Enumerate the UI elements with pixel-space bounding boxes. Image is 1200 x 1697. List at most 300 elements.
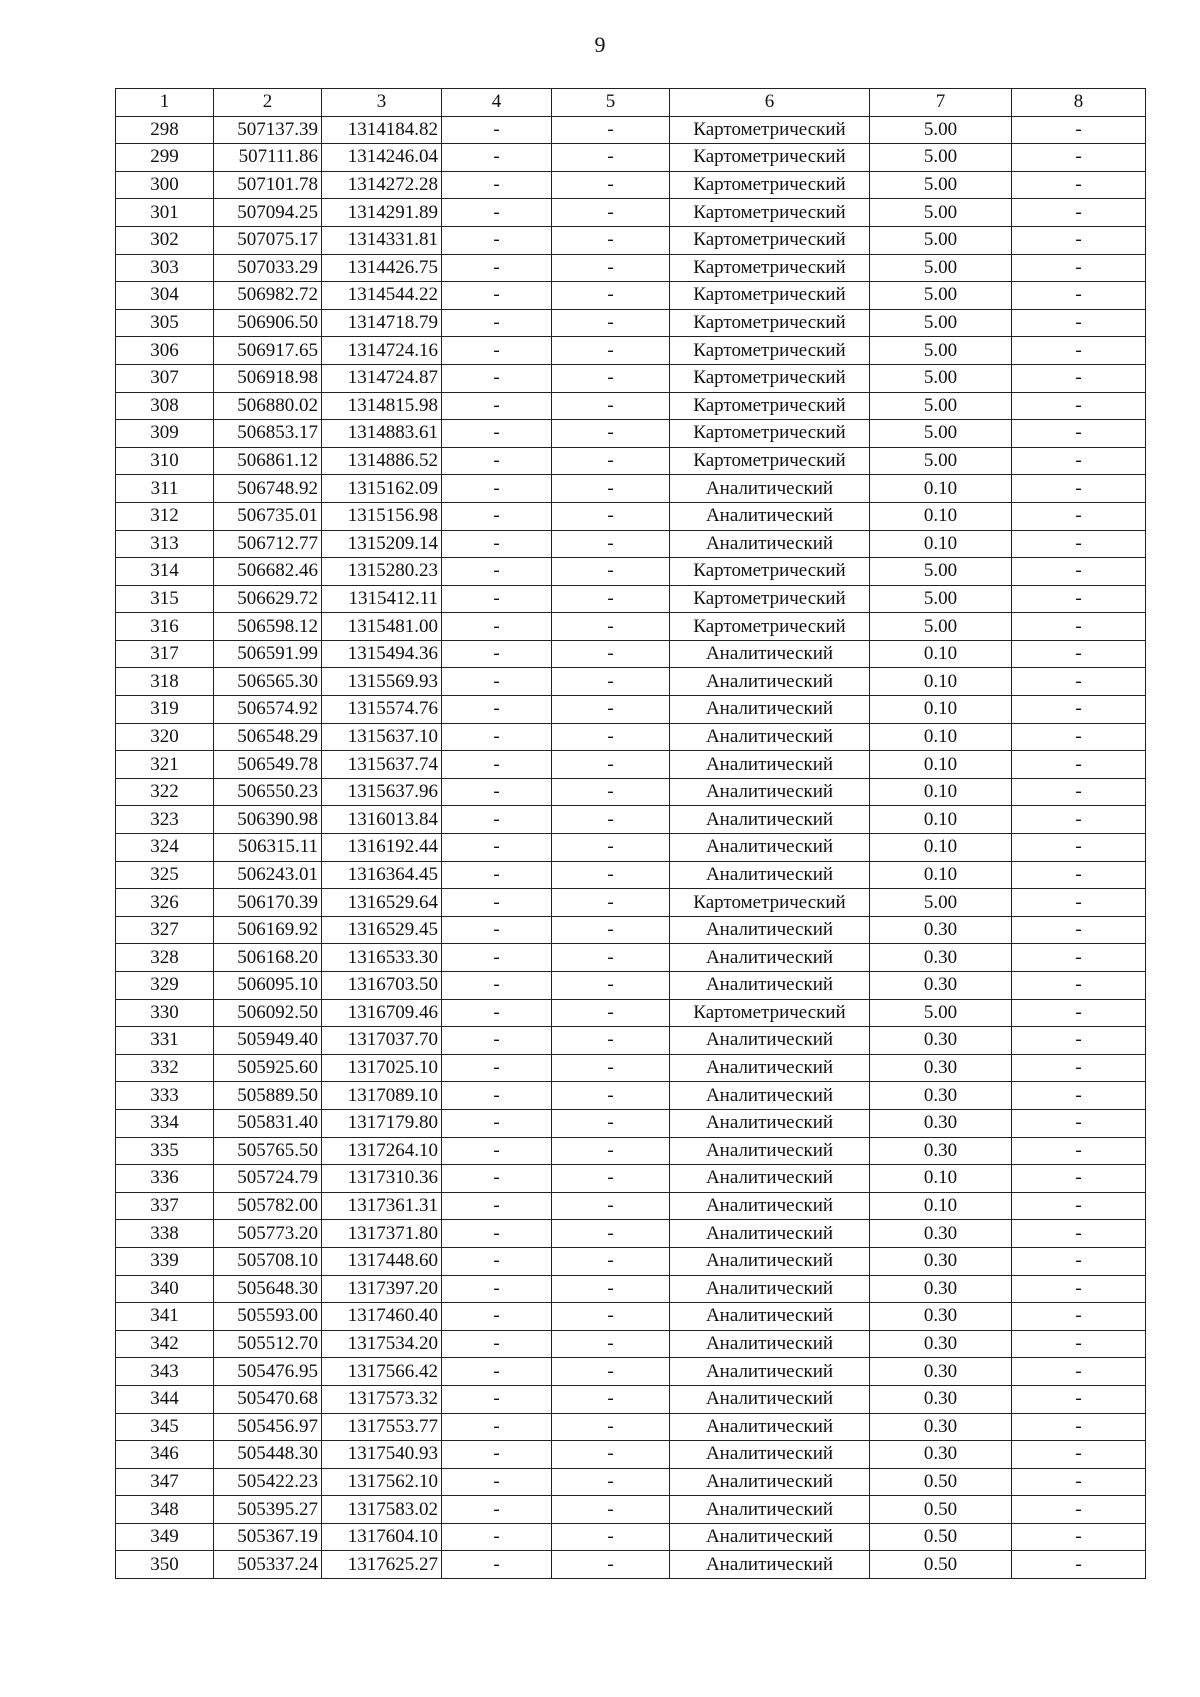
- column-4-cell: -: [442, 447, 552, 475]
- column-4-cell: -: [442, 116, 552, 144]
- y-coordinate-cell: 1315637.96: [322, 778, 442, 806]
- column-8-cell: -: [1012, 778, 1146, 806]
- point-number-cell: 302: [116, 226, 214, 254]
- column-4-cell: -: [442, 585, 552, 613]
- column-5-cell: -: [552, 1413, 670, 1441]
- y-coordinate-cell: 1315412.11: [322, 585, 442, 613]
- accuracy-cell: 5.00: [870, 226, 1012, 254]
- column-8-cell: -: [1012, 337, 1146, 365]
- point-number-cell: 325: [116, 861, 214, 889]
- method-cell: Аналитический: [670, 668, 870, 696]
- column-8-cell: -: [1012, 282, 1146, 310]
- point-number-cell: 315: [116, 585, 214, 613]
- table-row: [116, 1385, 1146, 1413]
- point-number-cell: 308: [116, 392, 214, 420]
- method-cell: Аналитический: [670, 1358, 870, 1386]
- accuracy-cell: 0.30: [870, 916, 1012, 944]
- method-cell: Картометрический: [670, 116, 870, 144]
- column-8-cell: -: [1012, 613, 1146, 641]
- x-coordinate-cell: 505448.30: [214, 1441, 322, 1469]
- table-row: [116, 723, 1146, 751]
- x-coordinate-cell: 507137.39: [214, 116, 322, 144]
- column-5-cell: -: [552, 144, 670, 172]
- method-cell: Картометрический: [670, 171, 870, 199]
- y-coordinate-cell: 1317179.80: [322, 1109, 442, 1137]
- table-row: [116, 254, 1146, 282]
- table-row: [116, 226, 1146, 254]
- column-5-cell: -: [552, 861, 670, 889]
- point-number-cell: 304: [116, 282, 214, 310]
- table-row: [116, 751, 1146, 779]
- point-number-cell: 349: [116, 1523, 214, 1551]
- x-coordinate-cell: 506574.92: [214, 696, 322, 724]
- y-coordinate-cell: 1314184.82: [322, 116, 442, 144]
- column-4-cell: -: [442, 144, 552, 172]
- column-4-cell: -: [442, 1220, 552, 1248]
- column-8-cell: -: [1012, 999, 1146, 1027]
- column-4-cell: -: [442, 1109, 552, 1137]
- column-8-cell: -: [1012, 944, 1146, 972]
- point-number-cell: 346: [116, 1441, 214, 1469]
- x-coordinate-cell: 506853.17: [214, 420, 322, 448]
- accuracy-cell: 5.00: [870, 309, 1012, 337]
- y-coordinate-cell: 1317448.60: [322, 1247, 442, 1275]
- y-coordinate-cell: 1316364.45: [322, 861, 442, 889]
- column-5-cell: -: [552, 1551, 670, 1579]
- table-row: [116, 144, 1146, 172]
- accuracy-cell: 5.00: [870, 999, 1012, 1027]
- column-4-cell: -: [442, 834, 552, 862]
- column-5-cell: -: [552, 420, 670, 448]
- x-coordinate-cell: 506170.39: [214, 889, 322, 917]
- y-coordinate-cell: 1317037.70: [322, 1027, 442, 1055]
- table-header-row: [116, 89, 1146, 117]
- x-coordinate-cell: 507033.29: [214, 254, 322, 282]
- method-cell: Аналитический: [670, 1385, 870, 1413]
- x-coordinate-cell: 506629.72: [214, 585, 322, 613]
- column-4-cell: -: [442, 1413, 552, 1441]
- column-5-cell: -: [552, 502, 670, 530]
- y-coordinate-cell: 1317625.27: [322, 1551, 442, 1579]
- column-5-cell: -: [552, 254, 670, 282]
- column-4-cell: -: [442, 723, 552, 751]
- y-coordinate-cell: 1315574.76: [322, 696, 442, 724]
- column-8-cell: -: [1012, 558, 1146, 586]
- x-coordinate-cell: 506315.11: [214, 834, 322, 862]
- table-row: [116, 613, 1146, 641]
- table-row: [116, 171, 1146, 199]
- column-4-cell: -: [442, 254, 552, 282]
- table-row: [116, 1441, 1146, 1469]
- column-5-cell: -: [552, 364, 670, 392]
- table-row: [116, 834, 1146, 862]
- accuracy-cell: 0.10: [870, 530, 1012, 558]
- column-5-cell: -: [552, 530, 670, 558]
- accuracy-cell: 0.50: [870, 1468, 1012, 1496]
- point-number-cell: 323: [116, 806, 214, 834]
- column-8-cell: -: [1012, 1358, 1146, 1386]
- accuracy-cell: 0.50: [870, 1551, 1012, 1579]
- column-8-cell: -: [1012, 309, 1146, 337]
- point-number-cell: 326: [116, 889, 214, 917]
- point-number-cell: 299: [116, 144, 214, 172]
- column-4-cell: -: [442, 1054, 552, 1082]
- y-coordinate-cell: 1317025.10: [322, 1054, 442, 1082]
- accuracy-cell: 5.00: [870, 558, 1012, 586]
- y-coordinate-cell: 1316192.44: [322, 834, 442, 862]
- column-8-cell: -: [1012, 171, 1146, 199]
- point-number-cell: 330: [116, 999, 214, 1027]
- point-number-cell: 322: [116, 778, 214, 806]
- method-cell: Картометрический: [670, 392, 870, 420]
- method-cell: Аналитический: [670, 806, 870, 834]
- accuracy-cell: 0.30: [870, 1027, 1012, 1055]
- x-coordinate-cell: 506735.01: [214, 502, 322, 530]
- x-coordinate-cell: 506982.72: [214, 282, 322, 310]
- column-8-cell: -: [1012, 1496, 1146, 1524]
- x-coordinate-cell: 506169.92: [214, 916, 322, 944]
- table-row: [116, 116, 1146, 144]
- table-row: [116, 1551, 1146, 1579]
- method-cell: Картометрический: [670, 447, 870, 475]
- column-5-cell: -: [552, 1468, 670, 1496]
- y-coordinate-cell: 1314544.22: [322, 282, 442, 310]
- method-cell: Аналитический: [670, 861, 870, 889]
- point-number-cell: 317: [116, 640, 214, 668]
- y-coordinate-cell: 1317460.40: [322, 1303, 442, 1331]
- x-coordinate-cell: 506880.02: [214, 392, 322, 420]
- point-number-cell: 314: [116, 558, 214, 586]
- table-row: [116, 668, 1146, 696]
- method-cell: Аналитический: [670, 1496, 870, 1524]
- method-cell: Аналитический: [670, 1054, 870, 1082]
- column-4-cell: -: [442, 1441, 552, 1469]
- y-coordinate-cell: 1314883.61: [322, 420, 442, 448]
- column-4-cell: -: [442, 640, 552, 668]
- x-coordinate-cell: 507075.17: [214, 226, 322, 254]
- column-4-cell: -: [442, 282, 552, 310]
- column-8-cell: -: [1012, 834, 1146, 862]
- column-4-cell: -: [442, 944, 552, 972]
- column-4-cell: -: [442, 530, 552, 558]
- point-number-cell: 333: [116, 1082, 214, 1110]
- x-coordinate-cell: 505773.20: [214, 1220, 322, 1248]
- table-row: [116, 420, 1146, 448]
- y-coordinate-cell: 1317397.20: [322, 1275, 442, 1303]
- y-coordinate-cell: 1317264.10: [322, 1137, 442, 1165]
- point-number-cell: 301: [116, 199, 214, 227]
- column-8-cell: -: [1012, 640, 1146, 668]
- column-4-cell: -: [442, 751, 552, 779]
- column-8-cell: -: [1012, 1413, 1146, 1441]
- column-4-cell: -: [442, 861, 552, 889]
- column-8-cell: -: [1012, 1137, 1146, 1165]
- column-5-cell: -: [552, 1027, 670, 1055]
- point-number-cell: 309: [116, 420, 214, 448]
- x-coordinate-cell: 506748.92: [214, 475, 322, 503]
- accuracy-cell: 5.00: [870, 364, 1012, 392]
- column-8-cell: -: [1012, 502, 1146, 530]
- column-5-cell: -: [552, 392, 670, 420]
- table-row: [116, 447, 1146, 475]
- column-4-cell: -: [442, 1192, 552, 1220]
- method-cell: Аналитический: [670, 530, 870, 558]
- column-header-6: 6: [670, 89, 870, 117]
- point-number-cell: 327: [116, 916, 214, 944]
- x-coordinate-cell: 506565.30: [214, 668, 322, 696]
- point-number-cell: 316: [116, 613, 214, 641]
- point-number-cell: 319: [116, 696, 214, 724]
- y-coordinate-cell: 1317361.31: [322, 1192, 442, 1220]
- accuracy-cell: 0.30: [870, 1054, 1012, 1082]
- column-4-cell: -: [442, 972, 552, 1000]
- table-row: [116, 806, 1146, 834]
- x-coordinate-cell: 507111.86: [214, 144, 322, 172]
- table-row: [116, 1027, 1146, 1055]
- table-row: [116, 1413, 1146, 1441]
- accuracy-cell: 5.00: [870, 585, 1012, 613]
- point-number-cell: 329: [116, 972, 214, 1000]
- column-5-cell: -: [552, 1054, 670, 1082]
- table-row: [116, 585, 1146, 613]
- method-cell: Картометрический: [670, 282, 870, 310]
- y-coordinate-cell: 1314331.81: [322, 226, 442, 254]
- column-8-cell: -: [1012, 723, 1146, 751]
- table-row: [116, 972, 1146, 1000]
- column-8-cell: -: [1012, 1275, 1146, 1303]
- method-cell: Аналитический: [670, 916, 870, 944]
- accuracy-cell: 5.00: [870, 282, 1012, 310]
- accuracy-cell: 5.00: [870, 613, 1012, 641]
- method-cell: Аналитический: [670, 1330, 870, 1358]
- point-number-cell: 339: [116, 1247, 214, 1275]
- method-cell: Аналитический: [670, 723, 870, 751]
- point-number-cell: 300: [116, 171, 214, 199]
- method-cell: Аналитический: [670, 751, 870, 779]
- table-row: [116, 1468, 1146, 1496]
- table-row: [116, 1358, 1146, 1386]
- column-5-cell: -: [552, 309, 670, 337]
- column-5-cell: -: [552, 1137, 670, 1165]
- column-5-cell: -: [552, 585, 670, 613]
- accuracy-cell: 0.30: [870, 944, 1012, 972]
- column-5-cell: -: [552, 1082, 670, 1110]
- accuracy-cell: 5.00: [870, 392, 1012, 420]
- x-coordinate-cell: 505889.50: [214, 1082, 322, 1110]
- x-coordinate-cell: 505724.79: [214, 1165, 322, 1193]
- point-number-cell: 324: [116, 834, 214, 862]
- column-5-cell: -: [552, 751, 670, 779]
- point-number-cell: 306: [116, 337, 214, 365]
- table-row: [116, 916, 1146, 944]
- accuracy-cell: 0.50: [870, 1496, 1012, 1524]
- accuracy-cell: 0.30: [870, 1109, 1012, 1137]
- y-coordinate-cell: 1314815.98: [322, 392, 442, 420]
- accuracy-cell: 5.00: [870, 171, 1012, 199]
- x-coordinate-cell: 505831.40: [214, 1109, 322, 1137]
- column-4-cell: -: [442, 364, 552, 392]
- column-8-cell: -: [1012, 1165, 1146, 1193]
- method-cell: Картометрический: [670, 144, 870, 172]
- x-coordinate-cell: 505456.97: [214, 1413, 322, 1441]
- x-coordinate-cell: 505648.30: [214, 1275, 322, 1303]
- column-header-8: 8: [1012, 89, 1146, 117]
- column-8-cell: -: [1012, 696, 1146, 724]
- column-8-cell: -: [1012, 585, 1146, 613]
- method-cell: Картометрический: [670, 309, 870, 337]
- accuracy-cell: 5.00: [870, 337, 1012, 365]
- method-cell: Аналитический: [670, 502, 870, 530]
- y-coordinate-cell: 1316529.45: [322, 916, 442, 944]
- column-4-cell: -: [442, 1496, 552, 1524]
- column-8-cell: -: [1012, 1082, 1146, 1110]
- column-5-cell: -: [552, 116, 670, 144]
- y-coordinate-cell: 1315494.36: [322, 640, 442, 668]
- table-row: [116, 199, 1146, 227]
- x-coordinate-cell: 506918.98: [214, 364, 322, 392]
- y-coordinate-cell: 1314724.16: [322, 337, 442, 365]
- accuracy-cell: 0.10: [870, 834, 1012, 862]
- accuracy-cell: 5.00: [870, 889, 1012, 917]
- point-number-cell: 305: [116, 309, 214, 337]
- column-5-cell: -: [552, 199, 670, 227]
- point-number-cell: 348: [116, 1496, 214, 1524]
- column-4-cell: -: [442, 1358, 552, 1386]
- column-4-cell: -: [442, 999, 552, 1027]
- table-row: [116, 337, 1146, 365]
- accuracy-cell: 5.00: [870, 447, 1012, 475]
- y-coordinate-cell: 1317566.42: [322, 1358, 442, 1386]
- point-number-cell: 303: [116, 254, 214, 282]
- table-row: [116, 1496, 1146, 1524]
- x-coordinate-cell: 506598.12: [214, 613, 322, 641]
- table-row: [116, 558, 1146, 586]
- table-row: [116, 1192, 1146, 1220]
- column-5-cell: -: [552, 972, 670, 1000]
- table-body: [116, 116, 1146, 1578]
- column-8-cell: -: [1012, 1523, 1146, 1551]
- column-4-cell: -: [442, 613, 552, 641]
- table-row: [116, 944, 1146, 972]
- y-coordinate-cell: 1317540.93: [322, 1441, 442, 1469]
- column-5-cell: -: [552, 337, 670, 365]
- accuracy-cell: 0.30: [870, 1247, 1012, 1275]
- method-cell: Аналитический: [670, 1082, 870, 1110]
- y-coordinate-cell: 1314718.79: [322, 309, 442, 337]
- point-number-cell: 342: [116, 1330, 214, 1358]
- page-number: 9: [594, 32, 606, 57]
- column-5-cell: -: [552, 1330, 670, 1358]
- table-row: [116, 1247, 1146, 1275]
- y-coordinate-cell: 1317534.20: [322, 1330, 442, 1358]
- method-cell: Аналитический: [670, 1027, 870, 1055]
- table-row: [116, 1220, 1146, 1248]
- accuracy-cell: 5.00: [870, 116, 1012, 144]
- x-coordinate-cell: 505512.70: [214, 1330, 322, 1358]
- x-coordinate-cell: 506906.50: [214, 309, 322, 337]
- point-number-cell: 345: [116, 1413, 214, 1441]
- column-8-cell: -: [1012, 1247, 1146, 1275]
- accuracy-cell: 0.30: [870, 1303, 1012, 1331]
- column-5-cell: -: [552, 668, 670, 696]
- x-coordinate-cell: 505708.10: [214, 1247, 322, 1275]
- column-5-cell: -: [552, 640, 670, 668]
- method-cell: Аналитический: [670, 1109, 870, 1137]
- column-4-cell: -: [442, 1551, 552, 1579]
- accuracy-cell: 0.10: [870, 778, 1012, 806]
- column-5-cell: -: [552, 1523, 670, 1551]
- x-coordinate-cell: 506591.99: [214, 640, 322, 668]
- column-5-cell: -: [552, 226, 670, 254]
- point-number-cell: 350: [116, 1551, 214, 1579]
- column-8-cell: -: [1012, 1468, 1146, 1496]
- method-cell: Картометрический: [670, 199, 870, 227]
- column-header-3: 3: [322, 89, 442, 117]
- accuracy-cell: 0.10: [870, 751, 1012, 779]
- point-number-cell: 341: [116, 1303, 214, 1331]
- column-5-cell: -: [552, 1496, 670, 1524]
- y-coordinate-cell: 1315162.09: [322, 475, 442, 503]
- table-row: [116, 530, 1146, 558]
- y-coordinate-cell: 1317573.32: [322, 1385, 442, 1413]
- column-4-cell: -: [442, 1082, 552, 1110]
- accuracy-cell: 0.10: [870, 696, 1012, 724]
- column-8-cell: -: [1012, 751, 1146, 779]
- accuracy-cell: 0.30: [870, 972, 1012, 1000]
- y-coordinate-cell: 1317562.10: [322, 1468, 442, 1496]
- method-cell: Аналитический: [670, 1523, 870, 1551]
- column-5-cell: -: [552, 1109, 670, 1137]
- method-cell: Картометрический: [670, 889, 870, 917]
- column-5-cell: -: [552, 558, 670, 586]
- point-number-cell: 332: [116, 1054, 214, 1082]
- table-row: [116, 861, 1146, 889]
- y-coordinate-cell: 1315637.10: [322, 723, 442, 751]
- table-row: [116, 1054, 1146, 1082]
- table-row: [116, 309, 1146, 337]
- column-5-cell: -: [552, 806, 670, 834]
- method-cell: Аналитический: [670, 1192, 870, 1220]
- table-row: [116, 1165, 1146, 1193]
- y-coordinate-cell: 1315637.74: [322, 751, 442, 779]
- column-8-cell: -: [1012, 861, 1146, 889]
- y-coordinate-cell: 1315481.00: [322, 613, 442, 641]
- table-row: [116, 475, 1146, 503]
- column-5-cell: -: [552, 447, 670, 475]
- method-cell: Аналитический: [670, 1275, 870, 1303]
- column-4-cell: -: [442, 778, 552, 806]
- coordinates-table: [115, 88, 1146, 1579]
- point-number-cell: 343: [116, 1358, 214, 1386]
- column-8-cell: -: [1012, 530, 1146, 558]
- column-header-5: 5: [552, 89, 670, 117]
- column-4-cell: -: [442, 337, 552, 365]
- column-8-cell: -: [1012, 447, 1146, 475]
- x-coordinate-cell: 507101.78: [214, 171, 322, 199]
- point-number-cell: 298: [116, 116, 214, 144]
- point-number-cell: 337: [116, 1192, 214, 1220]
- column-5-cell: -: [552, 1358, 670, 1386]
- method-cell: Аналитический: [670, 696, 870, 724]
- x-coordinate-cell: 505949.40: [214, 1027, 322, 1055]
- method-cell: Картометрический: [670, 558, 870, 586]
- y-coordinate-cell: 1316703.50: [322, 972, 442, 1000]
- column-8-cell: -: [1012, 1303, 1146, 1331]
- point-number-cell: 318: [116, 668, 214, 696]
- accuracy-cell: 0.10: [870, 668, 1012, 696]
- method-cell: Аналитический: [670, 1441, 870, 1469]
- y-coordinate-cell: 1316533.30: [322, 944, 442, 972]
